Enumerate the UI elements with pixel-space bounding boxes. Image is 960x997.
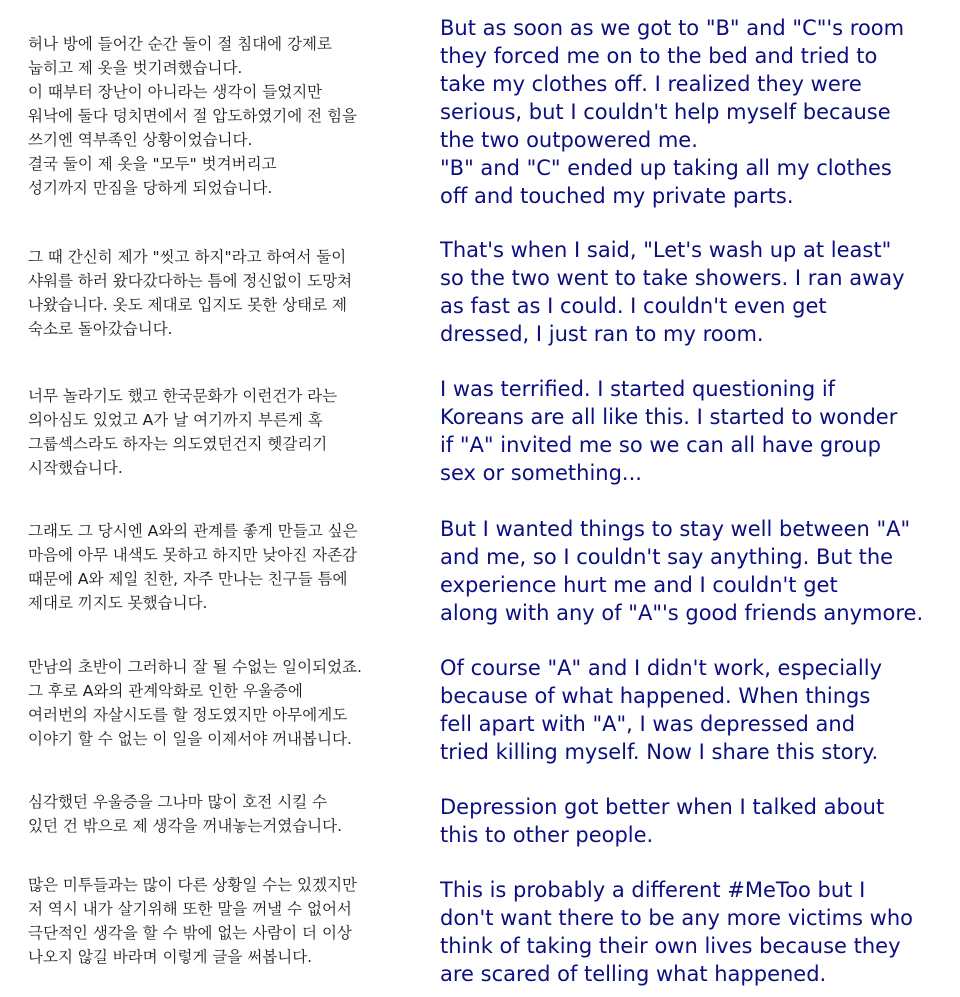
korean-line: 저 역시 내가 살기위해 또한 말을 꺼낼 수 없어서 <box>28 900 352 918</box>
korean-line: 극단적인 생각을 할 수 밖에 없는 사람이 더 이상 <box>28 924 352 942</box>
korean-line: 워낙에 둘다 덩치면에서 절 압도하였기에 전 힘을 <box>28 107 358 125</box>
english-paragraph-6 <box>440 793 955 849</box>
korean-paragraph-5 <box>28 655 433 751</box>
english-line: That's when I said, "Let's wash up at least" <box>440 238 892 262</box>
english-line: This is probably a different #MeToo but I <box>440 878 866 902</box>
english-line: if "A" invited me so we can all have group <box>440 433 881 457</box>
korean-line: 여러번의 자살시도를 할 정도였지만 아무에게도 <box>28 706 348 724</box>
english-line: Of course "A" and I didn't work, especially <box>440 656 882 680</box>
english-line: as fast as I could. I couldn't even get <box>440 294 827 318</box>
english-paragraph-4 <box>440 515 955 627</box>
korean-line: 때문에 A와 제일 친한, 자주 만나는 친구들 틈에 <box>28 570 348 588</box>
korean-line: 나오지 않길 바라며 이렇게 글을 써봅니다. <box>28 948 313 966</box>
english-line: sex or something... <box>440 461 642 485</box>
korean-line: 그룹섹스라도 하자는 의도였던건지 헷갈리기 <box>28 435 328 453</box>
korean-line: 제대로 끼지도 못했습니다. <box>28 594 208 612</box>
korean-paragraph-2 <box>28 245 433 341</box>
korean-line: 샤워를 하러 왔다갔다하는 틈에 정신없이 도망쳐 <box>28 272 353 290</box>
english-line: Depression got better when I talked about <box>440 795 885 819</box>
english-paragraph-1 <box>440 14 955 210</box>
korean-line: 결국 둘이 제 옷을 "모두" 벗겨버리고 <box>28 155 277 173</box>
english-line: dressed, I just ran to my room. <box>440 322 764 346</box>
english-line: take my clothes off. I realized they were <box>440 72 862 96</box>
korean-line: 숙소로 돌아갔습니다. <box>28 320 173 338</box>
korean-line: 나왔습니다. 옷도 제대로 입지도 못한 상태로 제 <box>28 296 347 314</box>
english-paragraph-5 <box>440 654 955 766</box>
korean-paragraph-7 <box>28 873 433 969</box>
english-line: they forced me on to the bed and tried to <box>440 44 878 68</box>
korean-line: 시작했습니다. <box>28 459 123 477</box>
korean-line: 허나 방에 들어간 순간 둘이 절 침대에 강제로 <box>28 35 333 53</box>
korean-line: 의아심도 있었고 A가 날 여기까지 부른게 혹 <box>28 411 323 429</box>
korean-line: 너무 놀라기도 했고 한국문화가 이런건가 라는 <box>28 387 338 405</box>
english-line: off and touched my private parts. <box>440 184 794 208</box>
english-paragraph-3 <box>440 375 955 487</box>
korean-paragraph-3 <box>28 384 433 480</box>
korean-paragraph-6 <box>28 790 433 838</box>
korean-line: 만남의 초반이 그러하니 잘 될 수없는 일이되었죠. <box>28 658 362 676</box>
korean-line: 이야기 할 수 없는 이 일을 이제서야 꺼내봅니다. <box>28 730 352 748</box>
english-line: along with any of "A"'s good friends anymore. <box>440 601 924 625</box>
korean-paragraph-1 <box>28 32 433 200</box>
english-line: and me, so I couldn't say anything. But the <box>440 545 894 569</box>
english-line: don't want there to be any more victims who <box>440 906 913 930</box>
english-line: so the two went to take showers. I ran away <box>440 266 905 290</box>
english-line: Koreans are all like this. I started to wonder <box>440 405 898 429</box>
english-line: But I wanted things to stay well between "A" <box>440 517 911 541</box>
english-line: "B" and "C" ended up taking all my clothes <box>440 156 892 180</box>
english-line: I was terrified. I started questioning if <box>440 377 836 401</box>
korean-line: 있던 건 밖으로 제 생각을 꺼내놓는거였습니다. <box>28 817 343 835</box>
english-line: this to other people. <box>440 823 654 847</box>
korean-line: 심각했던 우울증을 그나마 많이 호전 시킬 수 <box>28 793 328 811</box>
english-line: because of what happened. When things <box>440 684 871 708</box>
english-paragraph-2 <box>440 236 955 348</box>
english-line: the two outpowered me. <box>440 128 698 152</box>
english-line: experience hurt me and I couldn't get <box>440 573 838 597</box>
korean-line: 많은 미투들과는 많이 다른 상황일 수는 있겠지만 <box>28 876 358 894</box>
korean-line: 눕히고 제 옷을 벗기려했습니다. <box>28 59 243 77</box>
english-line: tried killing myself. Now I share this story. <box>440 740 879 764</box>
english-line: think of taking their own lives because they <box>440 934 901 958</box>
english-line: But as soon as we got to "B" and "C"'s room <box>440 16 905 40</box>
korean-line: 그래도 그 당시엔 A와의 관계를 좋게 만들고 싶은 <box>28 522 358 540</box>
korean-line: 이 때부터 장난이 아니라는 생각이 들었지만 <box>28 83 323 101</box>
korean-line: 그 후로 A와의 관계악화로 인한 우울증에 <box>28 682 303 700</box>
korean-paragraph-4 <box>28 519 433 615</box>
english-line: serious, but I couldn't help myself because <box>440 100 891 124</box>
english-paragraph-7 <box>440 876 955 988</box>
korean-line: 쓰기엔 역부족인 상황이었습니다. <box>28 131 253 149</box>
korean-line: 성기까지 만짐을 당하게 되었습니다. <box>28 179 273 197</box>
korean-line: 마음에 아무 내색도 못하고 하지만 낮아진 자존감 <box>28 546 358 564</box>
english-line: are scared of telling what happened. <box>440 962 827 986</box>
korean-line: 그 때 간신히 제가 "씻고 하지"라고 하여서 둘이 <box>28 248 347 266</box>
english-line: fell apart with "A", I was depressed and <box>440 712 856 736</box>
